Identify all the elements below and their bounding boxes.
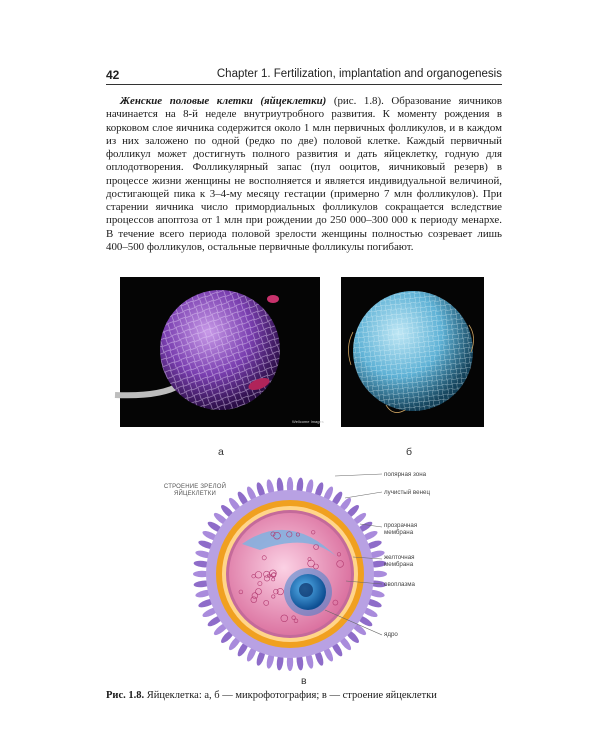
label-zona-pellucida-2: мембрана <box>384 529 414 536</box>
micrograph-a <box>120 277 324 427</box>
panel-label-b: б <box>406 446 413 458</box>
label-vitelline-1: желточная <box>384 554 415 561</box>
header-rule <box>106 84 502 85</box>
label-nucleus: ядро <box>384 631 398 638</box>
running-header <box>106 68 502 84</box>
micrograph-b <box>341 277 484 427</box>
panel-label-a: а <box>218 446 224 458</box>
paragraph-text: (рис. 1.8). Образование яичников начинается на 8-й неделе внутриутробного развития. К моменту рождения в корковом слое яичника содержится около 1 млн первичных фолликулов, и в каждом из них заложено по одной (редко по две) половой клетке. Каждый первичный фолликул может достигнуть полного развития и дать яйцеклетку, годную для оплодотворения. Фолликулярный запас (пул ооцитов, яичниковый резерв) в процессе жизни женщины не восполняется и является индивидуальной величиной, достигающей пика к 3–4-му месяцу гестации (примерно 7 млн фолликулов). При старении яичника число примордиальных фолликулов сокращается вследствие процессов апоптоза от 1 млн при рождении до 250 000–300 000 к периоду менархе. В течение всего периода половой зрелости женщины полностью созревает лишь 400–500 фолликулов, остальные первичные фолликулы погибают. <box>106 95 502 253</box>
caption-lead: Рис. 1.8. <box>106 690 145 701</box>
egg-structure-diagram <box>160 462 490 674</box>
panel-label-v: в <box>301 675 307 687</box>
label-polar-zone: полярная зона <box>384 471 427 478</box>
running-title: Chapter 1. Fertilization, implantation and organogenesis <box>216 68 502 80</box>
wellcome-watermark: Wellcome Images <box>292 419 324 424</box>
body-paragraph <box>106 95 502 254</box>
label-corona-radiata: лучистый венец <box>384 489 430 496</box>
figure-caption <box>106 689 502 702</box>
label-zona-pellucida-1: прозрачная <box>384 522 418 529</box>
label-vitelline-2: мембрана <box>384 561 414 568</box>
paragraph-lead: Женские половые клетки (яйцеклетки) <box>120 95 327 107</box>
page-number: 42 <box>106 68 120 82</box>
label-ooplasm: овоплазма <box>384 581 415 588</box>
caption-text: Яйцеклетка: а, б — микрофотография; в — строение яйцеклетки <box>144 690 437 701</box>
diagram-title: СТРОЕНИЕ ЗРЕЛОЙ ЯЙЦЕКЛЕТКИ <box>163 484 227 497</box>
